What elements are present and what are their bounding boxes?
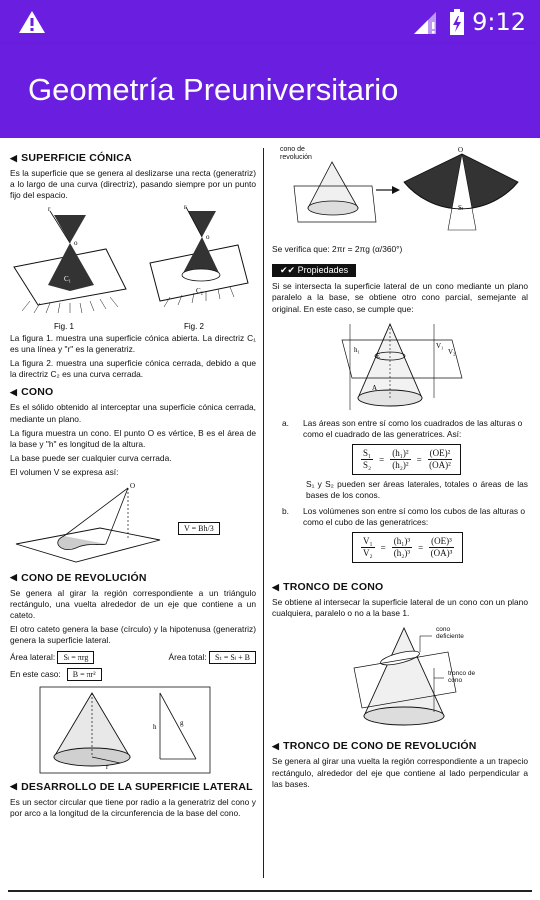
este-caso-label: En este caso: xyxy=(10,669,61,680)
svg-text:g: g xyxy=(180,718,184,727)
cone-label: cono de revolución xyxy=(280,146,312,161)
app-bar xyxy=(0,44,540,138)
fig2-caption: Fig. 2 xyxy=(184,321,205,331)
property-b: b. Los volúmenes son entre sí como los cubos de las alturas o como el cubo de las generatrices: xyxy=(282,505,526,527)
column-divider xyxy=(263,148,264,878)
oblique-cone-diagram xyxy=(10,482,170,566)
speaker-icon: ◀ xyxy=(10,572,18,583)
paragraph: Es un sector circular que tiene por radio a la generatriz del cono y por arco a la longitud de la circunferencia de la base del cono. xyxy=(10,796,256,818)
area-formulas-row xyxy=(10,651,256,664)
heading-tronco-cono: ◀ TRONCO DE CONO xyxy=(272,581,384,594)
speaker-icon: ◀ xyxy=(10,386,18,397)
paragraph: La base puede ser cualquier curva cerrada. xyxy=(10,453,172,464)
conic-surfaces-diagram xyxy=(10,205,256,333)
fig1-caption: Fig. 1 xyxy=(54,321,75,331)
document-page[interactable] xyxy=(0,138,540,900)
svg-text:O: O xyxy=(458,146,464,154)
heading-tronco-revolucion: ◀ TRONCO DE CONO DE REVOLUCIÓN xyxy=(272,740,477,753)
check-icon: ✔✔ xyxy=(280,265,298,276)
label-c2: C₂ xyxy=(196,286,204,295)
figure-cone-revolution xyxy=(10,685,256,775)
volume-ratio-formula: $\frac{\text{V₁}}{\text{V₂}}$ = $\frac{\text{(h₁)³}}{\text{(h₂)³}}$ = $\frac{\text{(OE)³}}{\text{(OA)³}}$ xyxy=(352,532,463,563)
page-bottom-rule xyxy=(8,890,532,892)
figure-conic-surfaces xyxy=(10,205,256,333)
label-r1: r xyxy=(48,204,51,213)
base-formula-row xyxy=(10,668,256,681)
heading-superficie-conica: ◀ SUPERFICIE CÓNICA xyxy=(10,152,132,164)
speaker-icon: ◀ xyxy=(10,781,18,792)
label-o2: o xyxy=(206,232,210,241)
area-lateral-box: Sₗ = πrg xyxy=(57,651,94,664)
warning-icon xyxy=(18,9,46,35)
figure-cone-development xyxy=(272,146,528,240)
cone-revolution-diagram xyxy=(10,685,256,775)
speaker-icon: ◀ xyxy=(10,152,18,163)
svg-text:O: O xyxy=(130,481,136,490)
property-a: a. Las áreas son entre sí como los cuadrados de las alturas o como el cuadrado de las generatrices. Así: xyxy=(282,417,523,440)
heading-desarrollo: ◀ DESARROLLO DE LA SUPERFICIE LATERAL xyxy=(10,780,253,793)
left-column xyxy=(10,146,256,822)
label-r2: r xyxy=(184,204,187,211)
svg-text:h: h xyxy=(153,722,157,731)
volume-formula-box: V = Bh/3 xyxy=(178,522,220,535)
speaker-icon: ◀ xyxy=(272,740,280,751)
paragraph: Se genera al girar una vuelta la región correspondiente a un trapecio rectángulo, alrededor del eje que contiene al lado perpendicular a las bases. xyxy=(272,756,528,789)
label-tronco-cono: tronco de cono xyxy=(448,670,476,685)
label-cono-deficiente: cono deficiente xyxy=(436,626,464,641)
svg-text:V₂: V₂ xyxy=(448,347,456,356)
app-title: Geometría Preuniversitario xyxy=(28,72,399,107)
speaker-icon: ◀ xyxy=(272,581,280,592)
paragraph: El otro cateto genera la base (círculo) y la hipotenusa (generatriz) genera la superficie lateral. xyxy=(10,624,256,646)
heading-cono-revolucion: ◀ CONO DE REVOLUCIÓN xyxy=(10,571,147,584)
paragraph: La figura 1. muestra una superficie cónica abierta. La directriz C₁ es una línea y "r" es la generatriz. xyxy=(10,332,256,354)
area-total-box: Sₜ = Sₗ + B xyxy=(209,651,256,664)
paragraph: Si se intersecta la superficie lateral de un cono mediante un plano paralelo a la base, se obtiene otro cono parcial, semejante al original. En este caso, se cumple que: xyxy=(272,281,528,314)
area-ratio-formula: $\frac{\text{S₁}}{\text{S₂}}$ = $\frac{\text{(h₁)²}}{\text{(h₂)²}}$ = $\frac{\text{(OE)²}}{\text{(OA)²}}$ xyxy=(352,444,461,475)
label-c1: C₁ xyxy=(64,274,72,283)
paragraph: S₁ y S₂ pueden ser áreas laterales, totales o áreas de las bases de los conos. xyxy=(306,479,528,501)
area-lateral-label: Área lateral: xyxy=(10,651,56,662)
paragraph: El volumen V se expresa así: xyxy=(10,467,119,478)
properties-tag: ✔✔ Propiedades xyxy=(272,264,356,277)
paragraph: Es la superficie que se genera al deslizarse una recta (generatriz) a lo largo de una curva (directriz), pasando siempre por un punto fijo del espacio. xyxy=(10,168,256,201)
figure-trunk-cone xyxy=(272,622,528,734)
similar-cones-diagram xyxy=(272,318,528,414)
svg-text:h₁: h₁ xyxy=(354,345,360,354)
paragraph: Se obtiene al intersecar la superficie lateral de un cono con un plano cualquiera, paralelo o no a la base 1. xyxy=(272,597,528,619)
signal-icon xyxy=(410,10,438,36)
verify-formula: Se verifica que: 2πr = 2πg (α/360°) xyxy=(272,244,403,254)
paragraph: Es el sólido obtenido al interceptar una superficie cónica cerrada, mediante un plano. xyxy=(10,402,256,424)
svg-text:E: E xyxy=(376,351,381,360)
label-o1: o xyxy=(74,238,78,247)
paragraph: La figura 2. muestra una superficie cónica cerrada, debido a que la directriz C₂ es una curva cerrada. xyxy=(10,358,256,380)
status-time: 9:12 xyxy=(472,8,526,36)
heading-cono: ◀ CONO xyxy=(10,386,54,399)
figure-similar-cones xyxy=(272,318,528,414)
base-formula-box: B = πr² xyxy=(67,668,102,681)
figure-cone xyxy=(10,482,256,566)
paragraph: Se genera al girar la región correspondiente a un triángulo rectángulo, una vuelta alrededor de un eje que contiene a un cateto. xyxy=(10,587,256,621)
paragraph: La figura muestra un cono. El punto O es vértice, B es el área de la base y "h" es longitud de la altura. xyxy=(10,427,256,450)
svg-text:A: A xyxy=(372,383,378,392)
svg-text:V₁: V₁ xyxy=(436,341,444,350)
battery-charging-icon xyxy=(448,8,466,36)
status-bar xyxy=(0,0,540,44)
area-total-label: Área total: xyxy=(168,651,207,662)
trunk-cone-diagram xyxy=(272,622,528,734)
svg-text:Sₗ: Sₗ xyxy=(458,204,464,212)
right-column xyxy=(272,146,528,793)
svg-text:r: r xyxy=(106,762,109,771)
